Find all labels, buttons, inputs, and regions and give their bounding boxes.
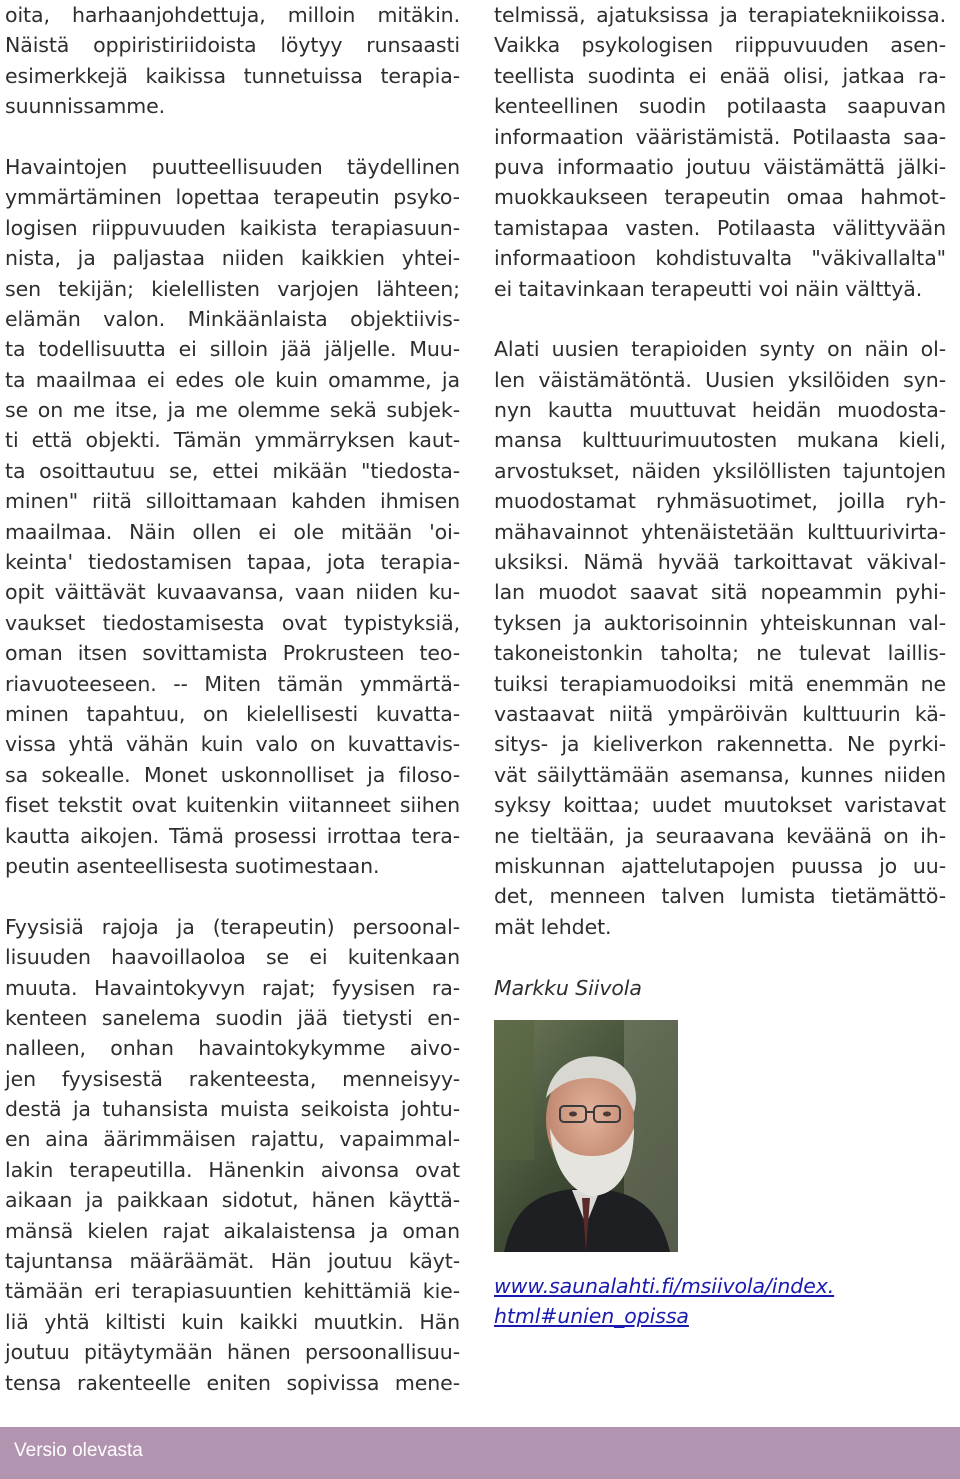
link-line[interactable]: html#unien_opissa	[494, 1304, 689, 1329]
portrait-image	[494, 1020, 678, 1252]
text-line: Alati uusien terapioiden synty on näin ol-	[494, 337, 946, 362]
text-line: muodostamat ryhmäsuotimet, joilla ryh-	[494, 489, 946, 514]
text-line: kautta aikojen. Tämä prosessi irrottaa tera-	[5, 823, 460, 848]
link-line[interactable]: www.saunalahti.fi/msiivola/index.	[494, 1274, 835, 1298]
paragraph	[5, 0, 460, 122]
text-line: teellista suodinta ei enää olisi, jatkaa ra-	[494, 63, 946, 88]
text-line: mähavainnot yhtenäistetään kulttuurivirta-	[494, 519, 946, 544]
text-line: ta osoittautuu se, ettei mikään "tiedosta-	[5, 458, 460, 483]
text-line: informaatioon kohdistuvalta "väkivallalta"	[494, 246, 946, 271]
text-line: vät säilyttämään asemansa, kunnes niiden	[494, 762, 946, 787]
text-line: sitys- ja kieliverkon rakennetta. Ne pyrki-	[494, 732, 946, 757]
text-line: muokkaukseen terapeutin omaa hahmot-	[494, 185, 946, 210]
text-line: maailmaa. Näin ollen ei ole mitään 'oi-	[5, 519, 460, 544]
text-line: keinta' tiedostamisen tapaa, jota terapia-	[5, 550, 460, 575]
text-line: miskunnan ajattelutapojen puussa jo uu-	[494, 853, 946, 878]
text-line: tyksen ja auktorisoinnin yhteiskunnan val-	[494, 610, 946, 635]
text-line: peutin asenteellisesta suotimestaan.	[5, 853, 380, 878]
text-line: Fyysisiä rajoja ja (terapeutin) persoonal-	[5, 914, 460, 939]
text-line: oita, harhaanjohdettuja, milloin mitäkin.	[5, 3, 460, 27]
text-line: ti että objekti. Tämän ymmärryksen kaut-	[5, 428, 460, 453]
text-line: det, menneen talven lumista tietämättö-	[494, 884, 946, 909]
text-line: Vaikka psykologisen riippuvuuden asen-	[494, 33, 946, 58]
text-line: arvostukset, näiden yksilöllisten tajuntojen	[494, 458, 946, 483]
text-line: vaukset tiedostamisesta ovat typistyksiä,	[5, 610, 460, 635]
text-line: mansa kulttuurimuutosten mukana kieli,	[494, 428, 946, 453]
text-line: fiset tekstit ovat kuitenkin viitanneet siihen	[5, 793, 460, 818]
text-line: destä ja tuhansista muista seikoista johtu-	[5, 1097, 460, 1122]
paragraph	[494, 0, 946, 304]
text-line: mät lehdet.	[494, 914, 612, 939]
paragraph	[5, 912, 460, 1398]
footer-bar	[0, 1427, 960, 1479]
text-line: ei taitavinkaan terapeutti voi näin välttyä.	[494, 276, 923, 301]
text-line: ta todellisuutta ei silloin jää jäljelle. Muu-	[5, 337, 460, 362]
text-line: sa sokealle. Monet uskonnolliset ja filoso-	[5, 762, 460, 787]
text-line: suunnissamme.	[5, 94, 166, 119]
text-line: ta maailmaa ei edes ole kuin omamme, ja	[5, 367, 460, 392]
text-line: lan muodot saavat sitä nopeammin pyhi-	[494, 580, 946, 605]
text-line: nalleen, onhan havaintokykymme aivo-	[5, 1036, 460, 1061]
text-line: jen fyysisestä rakenteesta, menneisyy-	[5, 1066, 460, 1091]
text-line: vissa yhtä vähän kuin valo on kuvattavis-	[5, 732, 460, 757]
text-line: oman itsen sovittamista Prokrusteen teo-	[5, 641, 460, 666]
text-line: kenteen sanelema suodin jää tietysti en-	[5, 1005, 460, 1030]
text-line: riavuoteeseen. -- Miten tämän ymmärtä-	[5, 671, 460, 696]
right-column	[494, 0, 946, 1003]
text-line: Havaintojen puutteellisuuden täydellinen	[5, 154, 460, 179]
author-photo	[494, 1020, 678, 1252]
text-line: muuta. Havaintokyvyn rajat; fyysisen ra-	[5, 975, 460, 1000]
left-column	[5, 0, 460, 1398]
footer-label: Versio olevasta	[14, 1440, 143, 1461]
text-line: informaation vääristämistä. Potilaasta saa-	[494, 124, 946, 149]
text-line: takoneistonkin taholta; ne tulevat laillis-	[494, 641, 946, 666]
author-name: Markku Siivola	[494, 975, 642, 1000]
text-line: ne tieltään, ja seuraavana keväänä on ih-	[494, 823, 946, 848]
text-line: puva informaatio joutuu väistämättä jälki-	[494, 154, 946, 179]
text-line: minen" riitä silloittamaan kahden ihmisen	[5, 489, 460, 514]
text-line: lisuuden haavoillaoloa se ei kuitenkaan	[5, 945, 460, 970]
text-line: minen tapahtuu, on kielellisesti kuvatta-	[5, 701, 460, 726]
text-line: aikaan ja paikkaan sidotut, hänen käyttä-	[5, 1188, 460, 1213]
text-line: logisen riippuvuuden kaikista terapiasuun-	[5, 215, 460, 240]
text-line: vastaavat niitä ympäröivän kulttuurin kä-	[494, 701, 946, 726]
text-line: nyn kautta muuttuvat heidän muodosta-	[494, 398, 946, 423]
text-line: tensa rakenteelle eniten sopivissa mene-	[5, 1370, 460, 1395]
text-line: liä yhtä kiltisti kuin kaikki muutkin. Hän	[5, 1309, 460, 1334]
text-line: Näistä oppiristiriidoista löytyy runsaasti	[5, 33, 460, 58]
text-line: mänsä kielen rajat aikalaistensa ja oman	[5, 1218, 460, 1243]
text-line: tajuntansa määräämät. Hän joutuu käyt-	[5, 1249, 460, 1274]
text-line: esimerkkejä kaikissa tunnetuissa terapia-	[5, 63, 460, 88]
text-line: sen tekijän; kielellisten varjojen lähteen;	[5, 276, 460, 301]
text-line: en aina äärimmäisen rajattu, vapaimmal-	[5, 1127, 460, 1152]
text-line: ymmärtäminen lopettaa terapeutin psyko-	[5, 185, 460, 210]
text-line: nista, ja paljastaa niiden kaikkien yhtei-	[5, 246, 460, 271]
text-line: uksiksi. Nämä hyvää tarkoittavat väkival-	[494, 550, 946, 575]
text-line: opit väittävät kuvaavansa, vaan niiden ku-	[5, 580, 460, 605]
text-line: tämään eri terapiasuuntien kehittämiä kie-	[5, 1279, 460, 1304]
text-line: len väistämätöntä. Uusien yksilöiden syn-	[494, 367, 946, 392]
text-line: kenteellinen suodin potilaasta saapuvan	[494, 94, 946, 119]
homepage-link[interactable]	[494, 1271, 946, 1332]
text-line: se on me itse, ja me olemme sekä subjek-	[5, 398, 460, 423]
paragraph	[5, 152, 460, 881]
text-line: lakin terapeutilla. Hänenkin aivonsa ovat	[5, 1157, 460, 1182]
text-line: syksy koittaa; uudet muutokset varistavat	[494, 793, 946, 818]
paragraph	[494, 334, 946, 942]
text-line: tamistapaa vasten. Potilaasta välittyvään	[494, 215, 946, 240]
text-line: telmissä, ajatuksissa ja terapiatekniikoissa.	[494, 3, 946, 27]
text-line: elämän valon. Minkäänlaista objektiivis-	[5, 306, 460, 331]
text-line: joutuu pitäytymään hänen persoonallisuu-	[5, 1340, 460, 1365]
text-line: tuiksi terapiamuodoiksi mitä enemmän ne	[494, 671, 946, 696]
